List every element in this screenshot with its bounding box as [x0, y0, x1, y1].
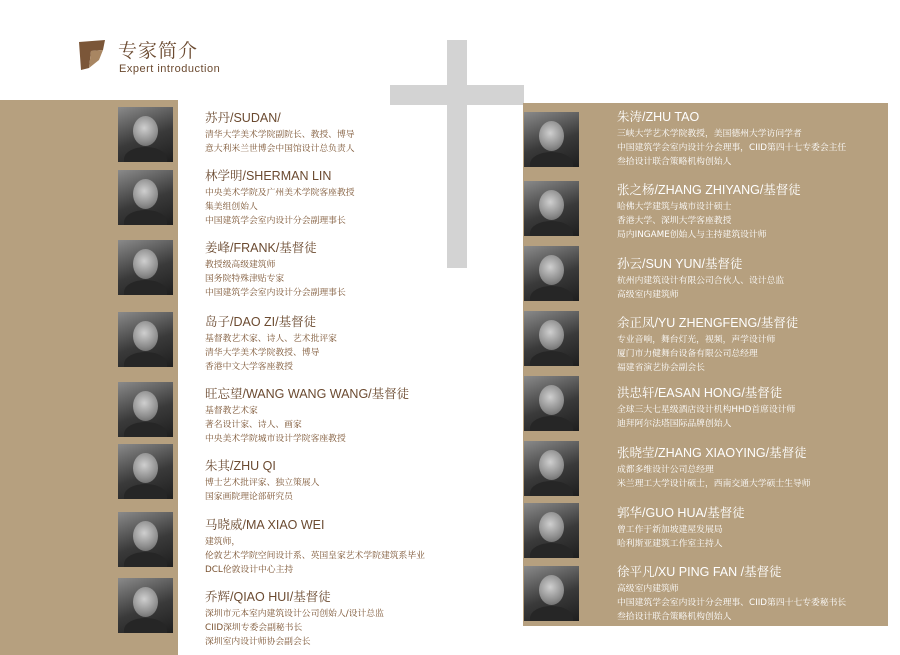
expert-entry	[617, 315, 798, 375]
expert-desc-line: 成都多维设计公司总经理	[617, 465, 714, 475]
expert-desc-line: 叁拾设计联合策略机构创始人	[617, 612, 732, 622]
expert-entry	[617, 182, 801, 242]
expert-photo	[118, 382, 173, 437]
expert-desc-line: 基督教艺术家、诗人、艺术批评家	[205, 334, 337, 344]
expert-desc-line: 意大利米兰世博会中国馆设计总负责人	[205, 144, 355, 154]
expert-desc-line: 三峡大学艺术学院教授，美国德州大学访问学者	[617, 129, 802, 139]
cross-horizontal	[390, 85, 524, 105]
expert-desc-line: 国家画院理论部研究员	[205, 492, 293, 502]
expert-desc-line: 中央美术学院城市设计学院客座教授	[205, 434, 346, 444]
expert-desc-line: 清华大学美术学院教授、博导	[205, 348, 320, 358]
expert-desc-line: 深圳市元本室内建筑设计公司创始人/设计总监	[205, 609, 384, 619]
expert-photo	[524, 441, 579, 496]
expert-name: 张晓莹/ZHANG XIAOYING/基督徒	[617, 446, 807, 460]
cross-vertical	[447, 40, 467, 268]
expert-name: 岛子/DAO ZI/基督徒	[205, 315, 317, 329]
expert-desc-line: 香港中文大学客座教授	[205, 362, 293, 372]
expert-entry	[617, 445, 811, 491]
expert-desc-line: 博士艺术批评家、独立策展人	[205, 478, 320, 488]
expert-entry	[617, 109, 846, 169]
expert-desc-line: 高级室内建筑师	[617, 584, 679, 594]
expert-name: 朱其/ZHU QI	[205, 459, 276, 473]
expert-entry	[205, 240, 346, 300]
expert-desc-line: 厦门市力健舞台设备有限公司总经理	[617, 349, 758, 359]
expert-name: 徐平凡/XU PING FAN /基督徒	[617, 565, 782, 579]
expert-name: 乔辉/QIAO HUI/基督徒	[205, 590, 331, 604]
expert-desc-line: 中国建筑学会室内设计分会理事，CIID第四十七专委会主任	[617, 143, 847, 153]
expert-name: 张之杨/ZHANG ZHIYANG/基督徒	[617, 183, 801, 197]
expert-desc-line: 全球三大七星级酒店设计机构HHD首席设计师	[617, 405, 796, 415]
expert-entry	[617, 505, 745, 551]
expert-photo	[118, 444, 173, 499]
expert-photo	[524, 181, 579, 236]
expert-desc-line: 专业音响，舞台灯光，视频，声学设计师	[617, 335, 776, 345]
page-subtitle: Expert introduction	[119, 63, 221, 75]
expert-desc-line: 中国建筑学会室内设计分会副理事长	[205, 288, 346, 298]
expert-name: 姜峰/FRANK/基督徒	[205, 241, 317, 255]
expert-desc-line: 国务院特殊津贴专家	[205, 274, 285, 284]
expert-desc-line: 伦敦艺术学院空间设计系、英国皇家艺术学院建筑系毕业	[205, 551, 425, 561]
expert-name: 旺忘望/WANG WANG WANG/基督徒	[205, 387, 410, 401]
expert-desc-line: 建筑师，	[205, 537, 241, 547]
expert-entry	[617, 564, 846, 624]
expert-entry	[205, 110, 355, 156]
expert-name: 林学明/SHERMAN LIN	[205, 169, 332, 183]
expert-desc-line: DCL伦敦设计中心主持	[205, 565, 294, 575]
expert-desc-line: 中国建筑学会室内设计分会副理事长	[205, 216, 346, 226]
expert-entry	[205, 386, 409, 446]
expert-desc-line: 米兰理工大学设计硕士，西南交通大学硕士生导师	[617, 479, 811, 489]
expert-desc-line: 曾工作于新加坡建屋发展局	[617, 525, 723, 535]
expert-desc-line: 中国建筑学会室内设计分会理事、CIID第四十七专委秘书长	[617, 598, 847, 608]
expert-entry	[205, 458, 319, 504]
expert-desc-line: 局内INGAME创始人与主持建筑设计师	[617, 230, 767, 240]
expert-entry	[205, 314, 337, 374]
expert-name: 洪忠轩/EASAN HONG/基督徒	[617, 386, 783, 400]
expert-name: 孙云/SUN YUN/基督徒	[617, 257, 743, 271]
expert-desc-line: 集美组创始人	[205, 202, 258, 212]
expert-photo	[524, 112, 579, 167]
expert-photo	[118, 578, 173, 633]
expert-photo	[524, 566, 579, 621]
expert-name: 郭华/GUO HUA/基督徒	[617, 506, 745, 520]
expert-name: 苏丹/SUDAN/	[205, 111, 281, 125]
right-card	[523, 103, 888, 626]
expert-desc-line: 高级室内建筑师	[617, 290, 679, 300]
expert-entry	[205, 168, 355, 228]
expert-entry	[617, 256, 784, 302]
expert-photo	[524, 246, 579, 301]
expert-photo	[118, 512, 173, 567]
expert-name: 朱涛/ZHU TAO	[617, 110, 700, 124]
expert-desc-line: CIID深圳专委会副秘书长	[205, 623, 303, 633]
expert-desc-line: 哈利斯亚建筑工作室主持人	[617, 539, 723, 549]
brand-logo-icon	[77, 38, 107, 72]
expert-desc-line: 中央美术学院及广州美术学院客座教授	[205, 188, 355, 198]
expert-desc-line: 基督教艺术家	[205, 406, 258, 416]
expert-entry	[205, 589, 384, 649]
expert-desc-line: 哈佛大学建筑与城市设计硕士	[617, 202, 732, 212]
expert-photo	[118, 240, 173, 295]
expert-entry	[617, 385, 795, 431]
expert-desc-line: 香港大学、深圳大学客座教授	[617, 216, 732, 226]
expert-desc-line: 清华大学美术学院副院长、教授、博导	[205, 130, 355, 140]
expert-desc-line: 深圳室内设计师协会副会长	[205, 637, 311, 647]
expert-entry	[205, 517, 425, 577]
expert-desc-line: 叁拾设计联合策略机构创始人	[617, 157, 732, 167]
expert-desc-line: 杭州内建筑设计有限公司合伙人、设计总监	[617, 276, 785, 286]
expert-photo	[524, 376, 579, 431]
expert-photo	[118, 312, 173, 367]
expert-desc-line: 福建省演艺协会副会长	[617, 363, 705, 373]
expert-desc-line: 教授级高级建筑师	[205, 260, 276, 270]
expert-name: 余正凤/YU ZHENGFENG/基督徒	[617, 316, 799, 330]
expert-photo	[118, 170, 173, 225]
expert-photo	[524, 503, 579, 558]
expert-name: 马晓威/MA XIAO WEI	[205, 518, 325, 532]
page-title: 专家简介	[118, 40, 199, 62]
expert-desc-line: 迪拜阿尔法塔国际品牌创始人	[617, 419, 732, 429]
expert-photo	[524, 311, 579, 366]
expert-photo	[118, 107, 173, 162]
expert-desc-line: 著名设计家、诗人、画家	[205, 420, 302, 430]
